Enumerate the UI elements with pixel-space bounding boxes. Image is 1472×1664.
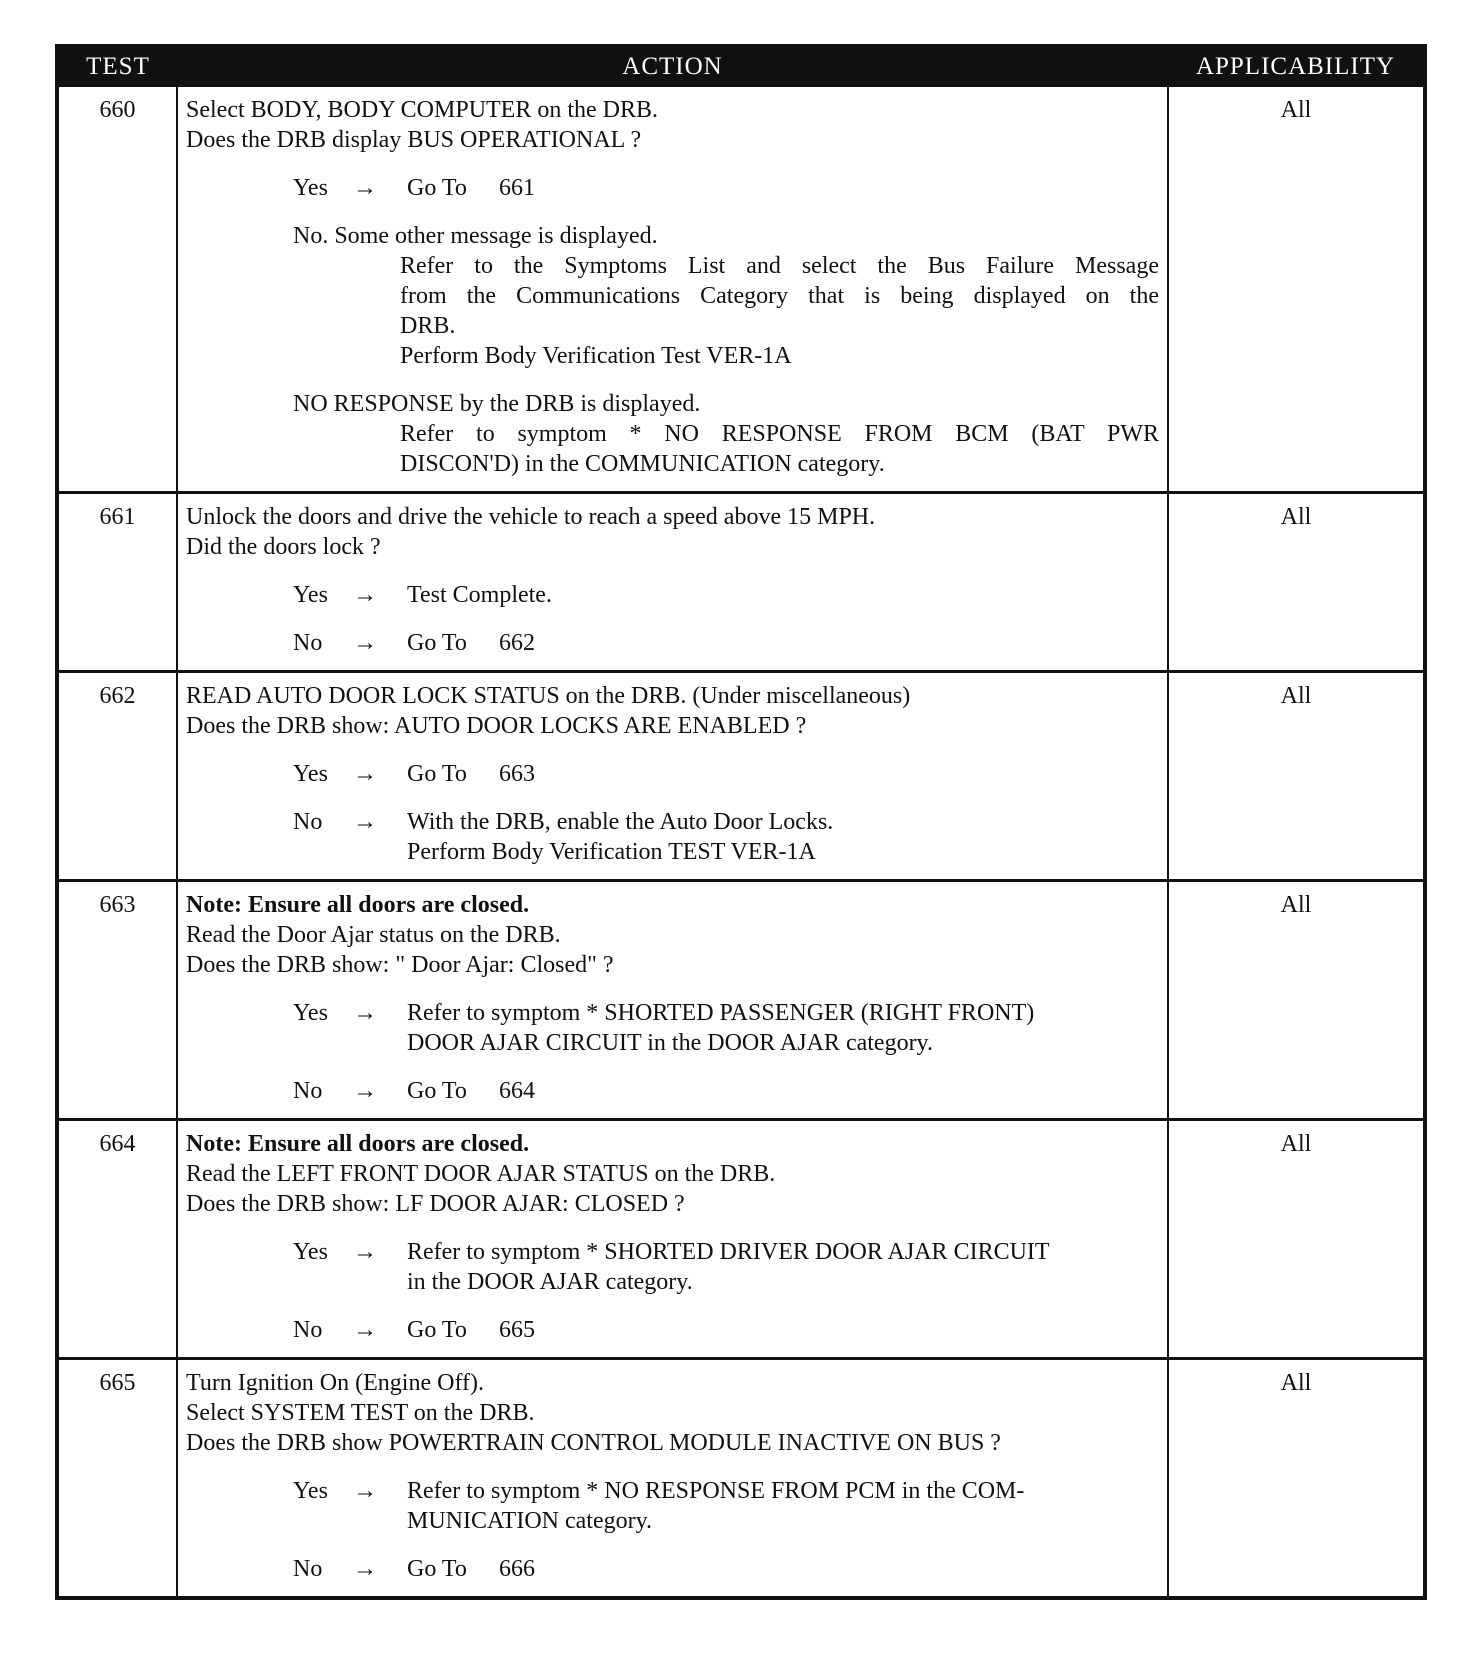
action-cell [177, 881, 1168, 1120]
no-response [293, 628, 1159, 658]
applicability-value: All [1168, 493, 1425, 672]
response-text: in the DOOR AJAR category. [407, 1269, 693, 1295]
response-text: MUNICATION category. [407, 1508, 653, 1534]
table-row [57, 1359, 1425, 1599]
applicability-column-header: APPLICABILITY [1168, 46, 1425, 86]
action-line: Did the doors lock ? [186, 534, 381, 560]
action-cell [177, 1120, 1168, 1359]
action-cell [177, 86, 1168, 493]
applicability-value: All [1168, 881, 1425, 1120]
goto-target: 661 [499, 175, 535, 201]
right-arrow-icon: → [353, 1478, 377, 1504]
right-arrow-icon: → [353, 1556, 377, 1582]
test-number: 664 [57, 1120, 177, 1359]
applicability-value: All [1168, 1120, 1425, 1359]
yes-label: Yes [293, 582, 328, 608]
action-line: Does the DRB show POWERTRAIN CONTROL MODULE INACTIVE ON BUS ? [186, 1430, 1001, 1456]
action-line: Does the DRB show: AUTO DOOR LOCKS ARE ENABLED ? [186, 713, 807, 739]
no-response [293, 1315, 1159, 1345]
response-text: Refer to symptom * NO RESPONSE FROM BCM (BAT PWR [400, 421, 1159, 447]
table-row [57, 86, 1425, 493]
no-response [293, 807, 1159, 867]
action-line: Read the LEFT FRONT DOOR AJAR STATUS on the DRB. [186, 1161, 776, 1187]
yes-response [293, 580, 1159, 610]
right-arrow-icon: → [353, 1317, 377, 1343]
test-number: 660 [57, 86, 177, 493]
action-line: Turn Ignition On (Engine Off). [186, 1370, 484, 1396]
action-line: READ AUTO DOOR LOCK STATUS on the DRB. (Under miscellaneous) [186, 683, 911, 709]
verification-text: Perform Body Verification TEST VER-1A [407, 839, 816, 865]
goto-label: Go To [407, 761, 467, 787]
response-text: Test Complete. [407, 582, 552, 608]
test-number: 665 [57, 1359, 177, 1599]
no-label: No [293, 1317, 323, 1343]
no-label: No [293, 630, 323, 656]
goto-label: Go To [407, 1556, 467, 1582]
action-line: Select SYSTEM TEST on the DRB. [186, 1400, 535, 1426]
response-text: DISCON'D) in the COMMUNICATION category. [400, 451, 885, 477]
response-text: With the DRB, enable the Auto Door Locks. [407, 809, 834, 835]
action-line: Select BODY, BODY COMPUTER on the DRB. [186, 97, 659, 123]
right-arrow-icon: → [353, 630, 377, 656]
no-label: No [293, 809, 323, 835]
verification-text: Perform Body Verification Test VER-1A [400, 343, 792, 369]
action-cell [177, 672, 1168, 881]
applicability-value: All [1168, 86, 1425, 493]
action-line: Does the DRB show: LF DOOR AJAR: CLOSED ? [186, 1191, 685, 1217]
goto-target: 666 [499, 1556, 535, 1582]
goto-label: Go To [407, 1317, 467, 1343]
response-text: Refer to symptom * NO RESPONSE FROM PCM in the COM- [407, 1478, 1025, 1504]
table-row [57, 881, 1425, 1120]
response-text: Refer to symptom * SHORTED DRIVER DOOR AJAR CIRCUIT [407, 1239, 1050, 1265]
response-heading: No. Some other message is displayed. [293, 223, 658, 249]
right-arrow-icon: → [353, 809, 377, 835]
action-column-header: ACTION [177, 46, 1168, 86]
goto-target: 662 [499, 630, 535, 656]
goto-target: 665 [499, 1317, 535, 1343]
yes-response [293, 998, 1159, 1058]
table-row [57, 672, 1425, 881]
action-cell [177, 1359, 1168, 1599]
table-row [57, 493, 1425, 672]
test-number: 663 [57, 881, 177, 1120]
right-arrow-icon: → [353, 582, 377, 608]
goto-label: Go To [407, 175, 467, 201]
response-text: Refer to symptom * SHORTED PASSENGER (RIGHT FRONT) [407, 1000, 1035, 1026]
note-text: Note: Ensure all doors are closed. [186, 892, 530, 918]
goto-label: Go To [407, 630, 467, 656]
yes-label: Yes [293, 1239, 328, 1265]
goto-label: Go To [407, 1078, 467, 1104]
goto-target: 663 [499, 761, 535, 787]
yes-response [293, 1476, 1159, 1536]
response-text: DRB. [400, 313, 456, 339]
diagnostic-procedure-table [55, 44, 1427, 1600]
action-line: Does the DRB show: " Door Ajar: Closed" ? [186, 952, 614, 978]
response-text: DOOR AJAR CIRCUIT in the DOOR AJAR category. [407, 1030, 933, 1056]
yes-response [293, 759, 1159, 789]
action-line: Read the Door Ajar status on the DRB. [186, 922, 561, 948]
right-arrow-icon: → [353, 761, 377, 787]
no-response-response [293, 389, 1159, 479]
action-line: Unlock the doors and drive the vehicle to reach a speed above 15 MPH. [186, 504, 876, 530]
yes-label: Yes [293, 761, 328, 787]
action-line: Does the DRB display BUS OPERATIONAL ? [186, 127, 642, 153]
response-text: from the Communications Category that is being displayed on the [400, 283, 1159, 309]
right-arrow-icon: → [353, 1078, 377, 1104]
applicability-value: All [1168, 1359, 1425, 1599]
action-cell [177, 493, 1168, 672]
no-response [293, 1554, 1159, 1584]
no-other-message-response [293, 221, 1159, 371]
yes-label: Yes [293, 1000, 328, 1026]
yes-response [293, 1237, 1159, 1297]
table-row [57, 1120, 1425, 1359]
applicability-value: All [1168, 672, 1425, 881]
yes-label: Yes [293, 175, 328, 201]
note-text: Note: Ensure all doors are closed. [186, 1131, 530, 1157]
response-heading: NO RESPONSE by the DRB is displayed. [293, 391, 701, 417]
goto-target: 664 [499, 1078, 535, 1104]
no-label: No [293, 1556, 323, 1582]
right-arrow-icon: → [353, 175, 377, 201]
header-row [57, 46, 1425, 86]
no-label: No [293, 1078, 323, 1104]
right-arrow-icon: → [353, 1000, 377, 1026]
yes-response [293, 173, 1159, 203]
test-column-header: TEST [57, 46, 177, 86]
response-text: Refer to the Symptoms List and select the Bus Failure Message [400, 253, 1159, 279]
test-number: 661 [57, 493, 177, 672]
right-arrow-icon: → [353, 1239, 377, 1265]
no-response [293, 1076, 1159, 1106]
yes-label: Yes [293, 1478, 328, 1504]
test-number: 662 [57, 672, 177, 881]
